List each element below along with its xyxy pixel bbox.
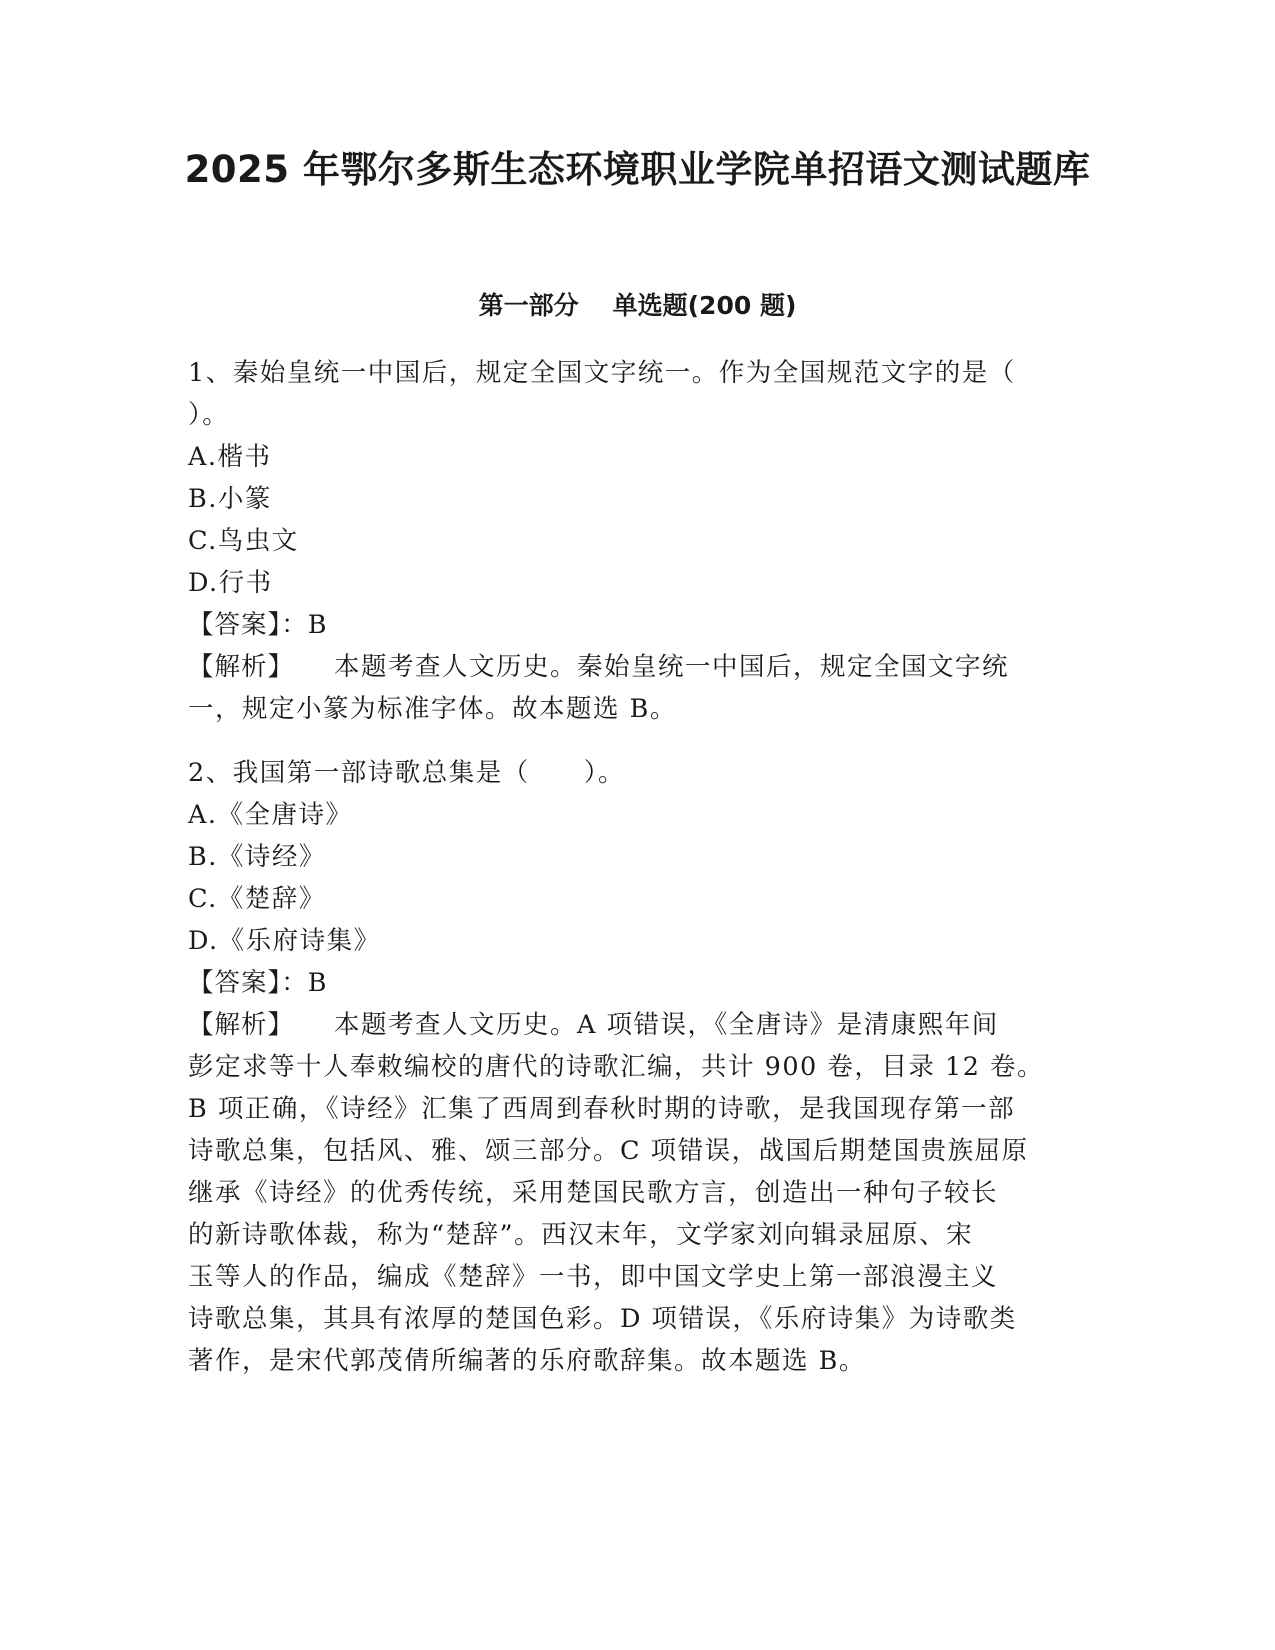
question-1-option-a: A.楷书	[188, 442, 272, 472]
question-1-analysis-text: 本题考查人文历史。秦始皇统一中国后，规定全国文字统	[334, 652, 1010, 682]
question-2-answer: 【答案】：B	[188, 968, 328, 998]
question-2-option-b: B.《诗经》	[188, 842, 326, 872]
question-2-analysis-line-5: 继承《诗经》的优秀传统，采用楚国民歌方言，创造出一种句子较长	[188, 1178, 999, 1208]
section-part-label: 第一部分	[478, 291, 579, 320]
question-2-analysis-line-2: 彭定求等十人奉敕编校的唐代的诗歌汇编，共计 900 卷，目录 12 卷。	[188, 1052, 1045, 1082]
question-2-analysis-line-6: 的新诗歌体裁，称为“楚辞”。西汉末年，文学家刘向辑录屈原、宋	[188, 1220, 974, 1250]
question-2-stem: 2、我国第一部诗歌总集是（ ）。	[188, 758, 625, 788]
question-2	[188, 752, 1088, 1382]
question-1	[188, 352, 1088, 730]
question-1-option-b: B.小篆	[188, 484, 272, 514]
question-2-option-c: C.《楚辞》	[188, 884, 326, 914]
question-1-stem-line-1: 1、秦始皇统一中国后，规定全国文字统一。作为全国规范文字的是（	[188, 358, 1016, 388]
question-1-option-d: D.行书	[188, 568, 273, 598]
question-1-analysis-tag: 【解析】	[188, 652, 295, 682]
question-2-analysis-line-3: B 项正确，《诗经》汇集了西周到春秋时期的诗歌，是我国现存第一部	[188, 1094, 1016, 1124]
question-2-option-a: A.《全唐诗》	[188, 800, 353, 830]
question-2-option-d: D.《乐府诗集》	[188, 926, 381, 956]
question-1-answer: 【答案】：B	[188, 610, 328, 640]
question-2-analysis-line-8: 诗歌总集，其具有浓厚的楚国色彩。D 项错误，《乐府诗集》为诗歌类	[188, 1304, 1017, 1334]
question-2-analysis-tag: 【解析】	[188, 1010, 295, 1040]
document-title: 2025 年鄂尔多斯生态环境职业学院单招语文测试题库	[184, 148, 1091, 191]
question-1-analysis-line-1	[188, 646, 1088, 688]
question-1-option-c: C.鸟虫文	[188, 526, 299, 556]
question-1-stem-line-2: ）。	[188, 400, 230, 430]
question-1-analysis-line-2: 一，规定小篆为标准字体。故本题选 B。	[188, 694, 677, 724]
section-name-label: 单选题(200 题)	[612, 291, 797, 320]
section-heading	[0, 288, 1275, 324]
question-2-analysis-text: 本题考查人文历史。A 项错误，《全唐诗》是清康熙年间	[334, 1010, 999, 1040]
question-2-analysis-line-1	[188, 1004, 1088, 1046]
question-2-analysis-line-4: 诗歌总集，包括风、雅、颂三部分。C 项错误，战国后期楚国贵族屈原	[188, 1136, 1029, 1166]
question-2-analysis-line-7: 玉等人的作品，编成《楚辞》一书，即中国文学史上第一部浪漫主义	[188, 1262, 999, 1292]
question-2-analysis-line-9: 著作，是宋代郭茂倩所编著的乐府歌辞集。故本题选 B。	[188, 1346, 866, 1376]
